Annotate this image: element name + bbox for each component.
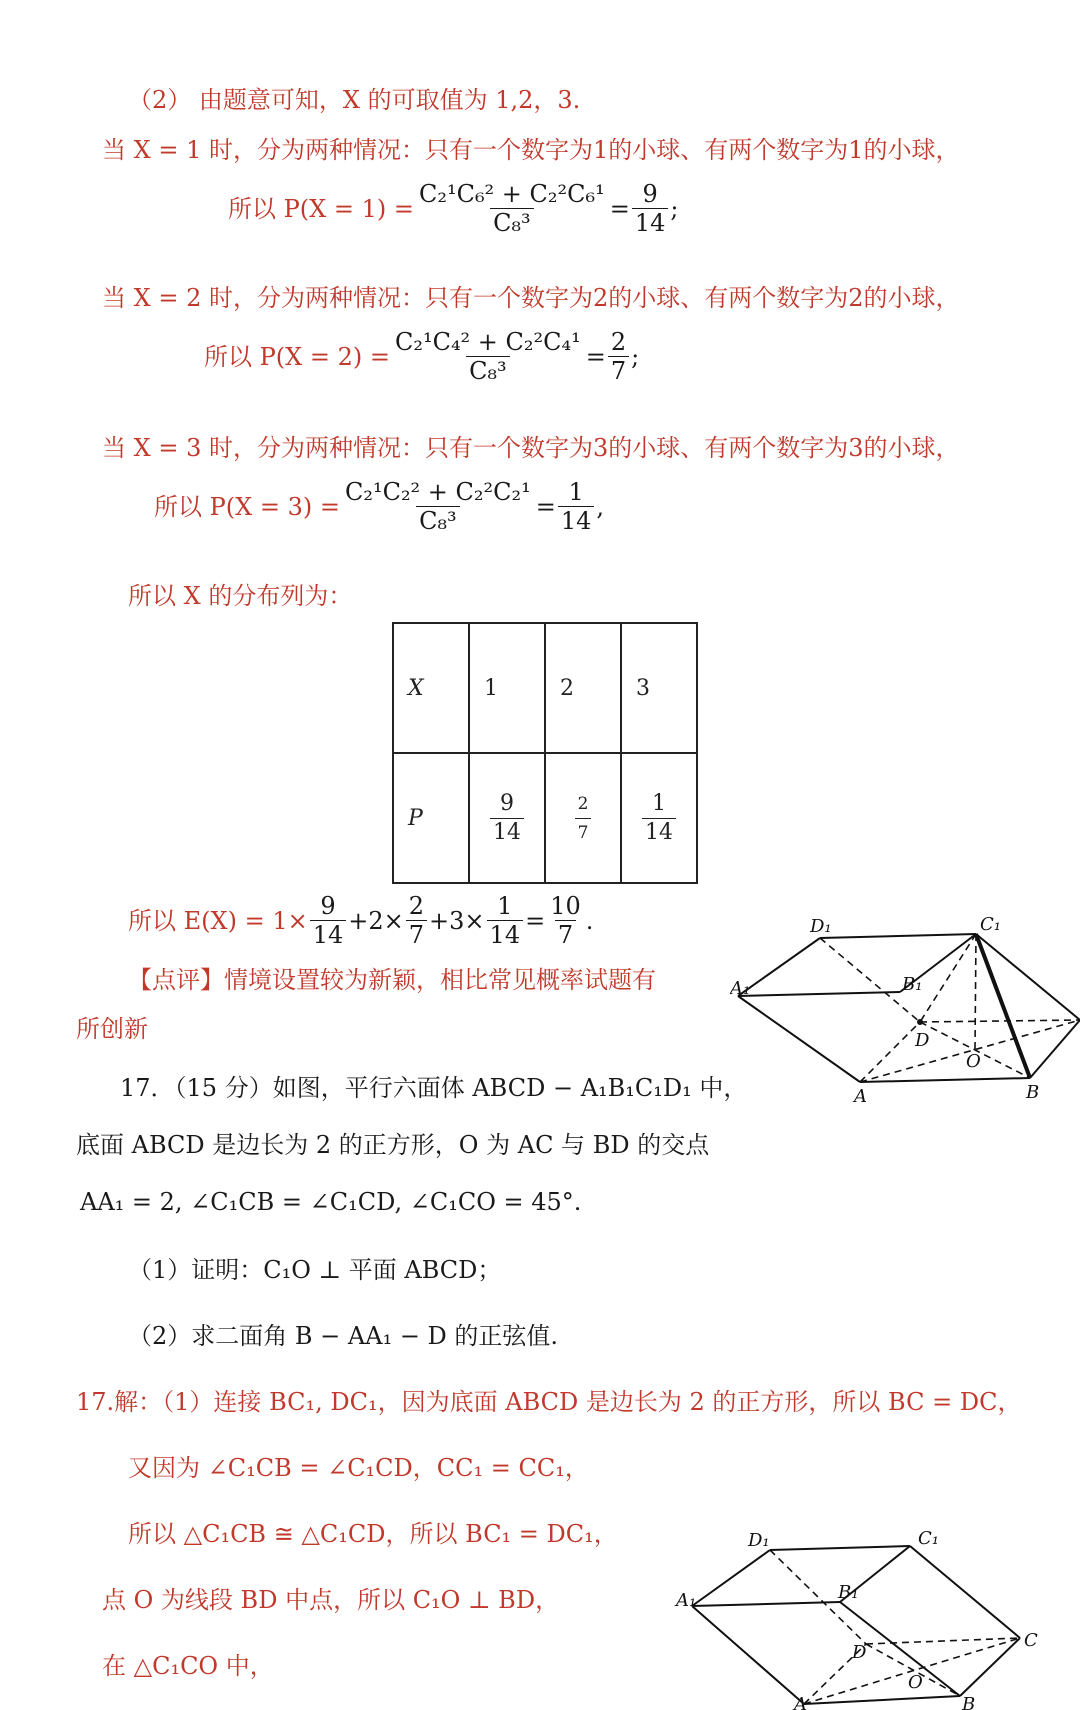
parallelepiped-figure-1 — [730, 910, 1080, 1105]
case1-text: 当 X = 1 时，分为两种情况：只有一个数字为1的小球、有两个数字为1的小球， — [102, 136, 960, 164]
p3-result-num: 1 — [568, 478, 584, 506]
edge — [692, 1606, 804, 1704]
sol17-line3: 所以 △C₁CB ≅ △C₁CD，所以 BC₁ = DC₁， — [128, 1520, 618, 1548]
point-d — [917, 1019, 923, 1025]
edge — [738, 938, 820, 996]
p1-label: 所以 P(X = 1) = — [228, 194, 414, 223]
edge — [1030, 1020, 1080, 1078]
label-b1: B₁ — [838, 1582, 859, 1603]
part2-intro: （2） 由题意可知，X 的可取值为 1,2，3. — [128, 86, 581, 114]
sol17-line4: 点 O 为线段 BD 中点，所以 C₁O ⊥ BD， — [102, 1586, 560, 1614]
review-line2: 所创新 — [76, 1015, 148, 1043]
q17-line3: AA₁ = 2, ∠C₁CB = ∠C₁CD, ∠C₁CO = 45°. — [80, 1188, 582, 1216]
q17-line2: 底面 ABCD 是边长为 2 的正方形，O 为 AC 与 BD 的交点 — [76, 1131, 710, 1159]
p2-fraction — [392, 328, 584, 385]
case3-text: 当 X = 3 时，分为两种情况：只有一个数字为3的小球、有两个数字为3的小球， — [102, 434, 960, 462]
case2-text: 当 X = 2 时，分为两种情况：只有一个数字为2的小球、有两个数字为2的小球， — [102, 284, 960, 312]
label-o: O — [966, 1051, 981, 1072]
table-cell: $\frac{9}{14}$ — [469, 753, 545, 883]
sol17-line5: 在 △C₁CO 中， — [102, 1652, 274, 1680]
p3-result-den: 14 — [558, 506, 595, 535]
q17-line1: 17．（15 分）如图，平行六面体 ABCD − A₁B₁C₁D₁ 中， — [120, 1074, 748, 1102]
hidden-edge — [804, 1638, 1020, 1704]
parallelepiped-figure-2 — [670, 1526, 1080, 1710]
p2-label: 所以 P(X = 2) = — [204, 342, 390, 371]
p1-denominator: C₈³ — [490, 208, 534, 237]
p1-result — [632, 180, 669, 237]
p2-result-num: 2 — [610, 328, 627, 356]
label-a: A — [854, 1086, 867, 1105]
label-c1: C₁ — [918, 1528, 939, 1549]
p3-fraction — [342, 478, 534, 535]
p2-formula: 所以 P(X = 2) = $\frac{\text{C₂¹C₄² + C₂²C₄¹}}{\text{C₈³}}$ = $\frac{2}{7}$ ; — [204, 328, 640, 385]
label-a1: A₁ — [676, 1590, 697, 1611]
p3-result — [558, 478, 595, 535]
p1-result-den: 14 — [632, 208, 669, 237]
label-c: C — [1024, 1630, 1038, 1651]
q17-sub1: （1）证明：C₁O ⊥ 平面 ABCD； — [128, 1256, 502, 1284]
p2-result-den: 7 — [608, 356, 629, 385]
table-cell: 1 — [469, 623, 545, 753]
ex-term1: $\frac{9}{14}$ — [310, 892, 347, 949]
p3-formula: 所以 P(X = 3) = $\frac{\text{C₂¹C₂² + C₂²C₂¹}}{\text{C₈³}}$ = $\frac{1}{14}$ , — [154, 478, 605, 535]
edge — [738, 992, 900, 996]
edge — [738, 996, 860, 1082]
review-line1: 【点评】情境设置较为新颖，相比常见概率试题有 — [128, 966, 656, 994]
edge — [692, 1602, 840, 1606]
hidden-edge — [920, 1020, 1080, 1022]
edge — [860, 1078, 1030, 1082]
hidden-edge — [860, 1022, 920, 1082]
p1-formula: 所以 P(X = 1) = $\frac{\text{C₂¹C₆² + C₂²C₆¹}}{\text{C₈³}}$ = $\frac{9}{14}$ ; — [228, 180, 679, 237]
p3-denominator: C₈³ — [416, 506, 460, 535]
label-o: O — [908, 1672, 923, 1693]
label-b1: B₁ — [902, 974, 923, 995]
table-row — [393, 753, 697, 883]
table-cell: $\frac{2}{7}$ — [545, 753, 621, 883]
label-b: B — [1026, 1082, 1040, 1103]
distribution-title: 所以 X 的分布列为： — [128, 582, 353, 610]
p1-numerator: C₂¹C₆² + C₂²C₆¹ — [418, 180, 605, 208]
label-b: B — [962, 1694, 976, 1710]
p3-numerator: C₂¹C₂² + C₂²C₂¹ — [344, 478, 531, 506]
label-d1: D₁ — [810, 916, 832, 937]
label-a1: A₁ — [730, 978, 751, 999]
ex-result: $\frac{10}{7}$ — [550, 892, 581, 949]
sol17-line2: 又因为 ∠C₁CB = ∠C₁CD，CC₁ = CC₁， — [128, 1454, 589, 1482]
table-cell: X — [393, 623, 469, 753]
edge — [910, 1546, 1020, 1638]
ex-term2: $\frac{2}{7}$ — [406, 892, 427, 949]
table-cell: $\frac{1}{14}$ — [621, 753, 697, 883]
p3-label: 所以 P(X = 3) = — [154, 492, 340, 521]
table-cell: P — [393, 753, 469, 883]
p2-denominator: C₈³ — [466, 356, 510, 385]
table-cell: 3 — [621, 623, 697, 753]
p2-numerator: C₂¹C₄² + C₂²C₄¹ — [394, 328, 581, 356]
sol17-line1: 17.解：（1）连接 BC₁, DC₁，因为底面 ABCD 是边长为 2 的正方形，所以 BC = DC， — [76, 1388, 1022, 1416]
label-a: A — [794, 1694, 807, 1710]
edge — [770, 1546, 910, 1550]
ex-term3: $\frac{1}{14}$ — [487, 892, 524, 949]
hidden-edge — [975, 934, 976, 1050]
hidden-edge — [920, 934, 976, 1022]
table-row — [393, 623, 697, 753]
edge — [692, 1550, 770, 1606]
expectation-label: 所以 E(X) = 1× — [128, 906, 308, 935]
p2-result — [608, 328, 629, 385]
edge — [820, 934, 976, 938]
label-d1: D₁ — [748, 1530, 770, 1551]
distribution-table — [392, 622, 698, 884]
table-cell: 2 — [545, 623, 621, 753]
q17-sub2: （2）求二面角 B − AA₁ − D 的正弦值. — [128, 1322, 559, 1350]
label-c1: C₁ — [980, 914, 1001, 935]
p1-fraction — [416, 180, 608, 237]
expectation-formula: 所以 E(X) = 1× $\frac{9}{14}$ +2× $\frac{2}{7}$ +3× $\frac{1}{14}$ = $\frac{10}{7}$ . — [128, 892, 594, 949]
label-d: D — [852, 1642, 867, 1663]
label-d: D — [915, 1030, 930, 1051]
p1-result-num: 9 — [642, 180, 658, 208]
